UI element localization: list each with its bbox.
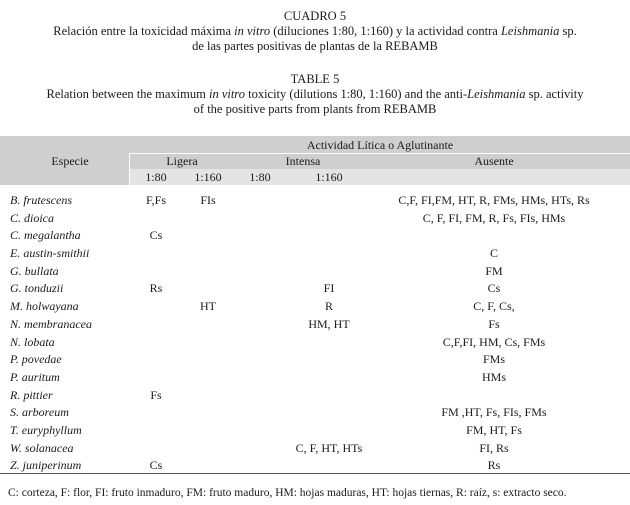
species-name: P. povedae <box>10 352 62 367</box>
cell-intensa-1-160: C, F, HT, HTs <box>295 440 363 455</box>
legend-footnote: C: corteza, F: flor, FI: fruto inmaduro, FM: fruto maduro, HM: hojas maduras, HT: hojas tiernas, R: raíz, s: extracto seco. <box>8 487 567 499</box>
subgroup-header-band <box>129 153 630 169</box>
cell-ausente: C <box>489 246 499 261</box>
table-row <box>0 351 630 369</box>
cell-ligera-1-80: Cs <box>149 228 163 243</box>
cell-ausente: FM, HT, Fs <box>466 422 522 437</box>
table-row <box>0 422 630 440</box>
species-name: C. megalantha <box>10 228 81 243</box>
species-name: N. lobata <box>10 334 55 349</box>
cell-ausente: FI, Rs <box>479 440 509 455</box>
table-row <box>0 316 630 334</box>
table-row <box>0 369 630 387</box>
table-row <box>0 245 630 263</box>
table-body <box>0 192 630 475</box>
table-row <box>0 404 630 422</box>
caption-title-en: TABLE 5 <box>290 72 340 86</box>
subgroup-intensa: Intensa <box>285 154 321 168</box>
species-name: G. bullata <box>10 263 59 278</box>
species-name: C. dioica <box>10 210 54 225</box>
table-row <box>0 298 630 316</box>
caption-line2-es: de las partes positivas de plantas de la REBAMB <box>192 39 438 53</box>
cell-ligera-1-80: Rs <box>149 281 163 296</box>
dilution-ligera-1-160: 1:160 <box>194 170 222 184</box>
cell-ausente: FM <box>485 263 503 278</box>
caption-english <box>0 72 630 117</box>
cell-ligera-1-160: HT <box>200 299 216 314</box>
subgroup-ausente: Ausente <box>474 154 514 168</box>
cell-ligera-1-160: FIs <box>200 193 216 207</box>
cell-ligera-1-80: Cs <box>149 458 163 473</box>
caption-line2-en: of the positive parts from plants from REBAMB <box>193 102 437 116</box>
cell-intensa-1-160: FI <box>323 281 335 296</box>
species-name: M. holwayana <box>10 299 79 314</box>
cell-ausente: Rs <box>487 458 501 473</box>
table-row <box>0 440 630 458</box>
cell-ausente: FMs <box>482 352 506 367</box>
species-name: N. membranacea <box>10 316 92 331</box>
caption-line1-en: Relation between the maximum in vitro toxicity (dilutions 1:80, 1:160) and the anti-Leishmania sp. activity <box>46 87 584 101</box>
species-name: R. pittier <box>10 387 53 402</box>
species-name: S. arboreum <box>10 405 69 420</box>
cell-ausente: Fs <box>488 316 500 331</box>
cell-ligera-1-80: F,Fs <box>145 193 167 207</box>
dilution-intensa-1-160: 1:160 <box>315 170 343 184</box>
table-row <box>0 192 630 210</box>
table-bottom-rule <box>0 473 630 474</box>
table-row <box>0 263 630 281</box>
table-row <box>0 227 630 245</box>
species-name: B. frutescens <box>10 193 72 207</box>
cell-ausente: FM ,HT, Fs, FIs, FMs <box>441 405 547 420</box>
subgroup-ligera: Ligera <box>166 154 198 168</box>
species-name: G. tonduzii <box>10 281 64 296</box>
dilution-ligera-1-80: 1:80 <box>145 170 167 184</box>
table-row <box>0 387 630 405</box>
cell-ausente: HMs <box>481 369 507 384</box>
table-row <box>0 280 630 298</box>
dilution-intensa-1-80: 1:80 <box>249 170 271 184</box>
species-name: T. euryphyllum <box>10 422 82 437</box>
caption-title-es: CUADRO 5 <box>283 9 347 23</box>
species-name: Z. juniperinum <box>10 458 82 473</box>
species-header: Especie <box>51 154 89 168</box>
table-row <box>0 210 630 228</box>
species-name: E. austin-smithii <box>10 246 90 261</box>
group-header: Actividad Lítica o Aglutinante <box>306 138 454 152</box>
cell-ausente: C, F, Cs, <box>473 299 515 314</box>
cell-ausente: Cs <box>487 281 501 296</box>
species-name: P. auritum <box>10 369 60 384</box>
cell-ausente: C, F, FI, FM, R, Fs, FIs, HMs <box>422 210 566 225</box>
caption-line1-es: Relación entre la toxicidad máxima in vitro (diluciones 1:80, 1:160) y la actividad contra Leishmania sp. <box>53 24 577 38</box>
cell-ausente: C,F, FI,FM, HT, R, FMs, HMs, HTs, Rs <box>398 193 590 207</box>
table-row <box>0 334 630 352</box>
cell-intensa-1-160: HM, HT <box>308 316 350 331</box>
cell-ausente: C,F,FI, HM, Cs, FMs <box>442 334 546 349</box>
species-name: W. solanacea <box>10 440 74 455</box>
cell-intensa-1-160: R <box>324 299 334 314</box>
caption-spanish <box>0 9 630 54</box>
cell-ligera-1-80: Fs <box>150 387 162 402</box>
